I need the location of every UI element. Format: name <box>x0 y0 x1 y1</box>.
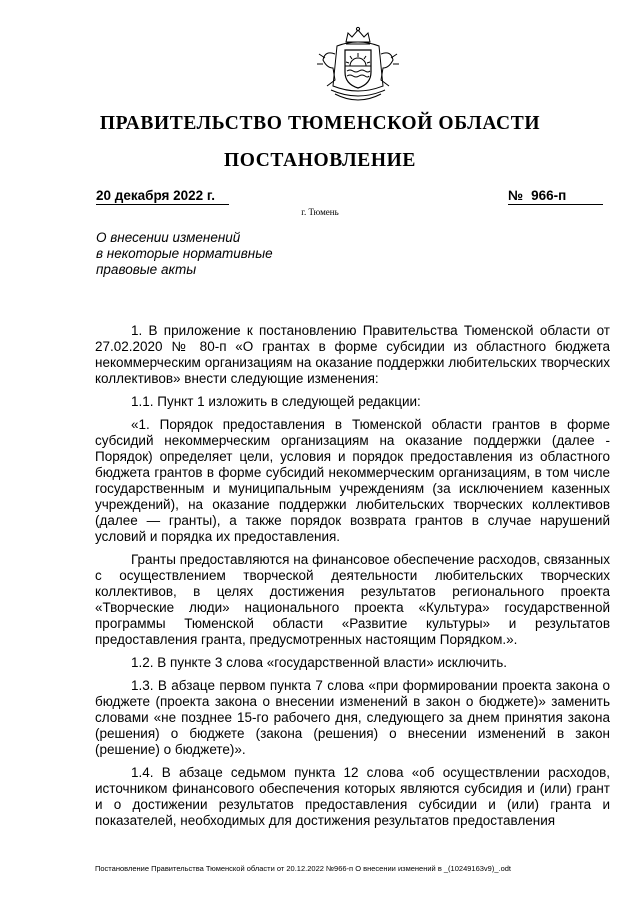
body-paragraph: 1.3. В абзаце первом пункта 7 слова «при формировании проекта закона о бюджете (проекта закона о внесении изменений в закон о бюджете)» заменить словами «не позднее 15-го рабочего дня, следующего за днем принятия закона (решения) о бюджете (закона (решения) о внесении изменений в закон (решение) о бюджете)». <box>95 678 610 757</box>
document-type: ПОСТАНОВЛЕНИЕ <box>223 150 417 171</box>
number-sign: № <box>508 188 524 203</box>
body-paragraph: 1.2. В пункте 3 слова «государственной власти» исключить. <box>131 655 508 670</box>
body-paragraph: Гранты предоставляются на финансовое обеспечение расходов, связанных с осуществлением творческой деятельности любительских творческих коллективов, в целях достижения результатов регионального проекта «Творческие люди» национального проекта «Культура» государственной программы Тюменской области «Развитие культуры» и результатов предоставления гранта, предусмотренных настоящим Порядком.». <box>95 552 610 647</box>
subject-line: правовые акты <box>96 262 197 277</box>
body-paragraph: 1. В приложение к постановлению Правительства Тюменской области от 27.02.2020 № 80-п «О грантах в форме субсидии из областного бюджета некоммерческим организациям на оказание поддержки любительских творческих коллективов» внести следующие изменения: <box>95 323 610 386</box>
number-value: 966-п <box>531 188 567 203</box>
document-number <box>508 188 603 205</box>
page-footer: Постановление Правительства Тюменской области от 20.12.2022 №966-п О внесении изменений в _(10249163v9)_.odt <box>95 864 512 873</box>
coat-of-arms-icon <box>313 24 403 108</box>
document-body <box>95 323 610 836</box>
subject-line: О внесении изменений <box>96 230 241 245</box>
document-date: 20 декабря 2022 г. <box>96 188 229 205</box>
city-label: г. Тюмень <box>301 207 339 217</box>
subject-line: в некоторые нормативные <box>96 246 273 261</box>
body-paragraph: 1.4. В абзаце седьмом пункта 12 слова «об осуществлении расходов, источником финансового обеспечения которых являются субсидия и (или) грант и о достижении результатов предоставления субсидии и (или) гранта и показателей, необходимых для достижения результатов предоставления <box>95 765 610 828</box>
body-paragraph: «1. Порядок предоставления в Тюменской области грантов в форме субсидий некоммерческим организациям на оказание поддержки (далее - Порядок) определяет цели, условия и порядок предоставления из областного бюджета грантов в форме субсидий некоммерческим организациям, в том числе государственным и муниципальным учреждениям (за исключением казенных учреждений), на оказание поддержки любительских творческих коллективов (далее — гранты), а также порядок возврата грантов в случае нарушений условий и порядка их предоставления. <box>95 417 610 544</box>
document-subject <box>96 230 316 278</box>
body-paragraph: 1.1. Пункт 1 изложить в следующей редакции: <box>131 394 421 409</box>
government-title: ПРАВИТЕЛЬСТВО ТЮМЕНСКОЙ ОБЛАСТИ <box>99 113 541 134</box>
